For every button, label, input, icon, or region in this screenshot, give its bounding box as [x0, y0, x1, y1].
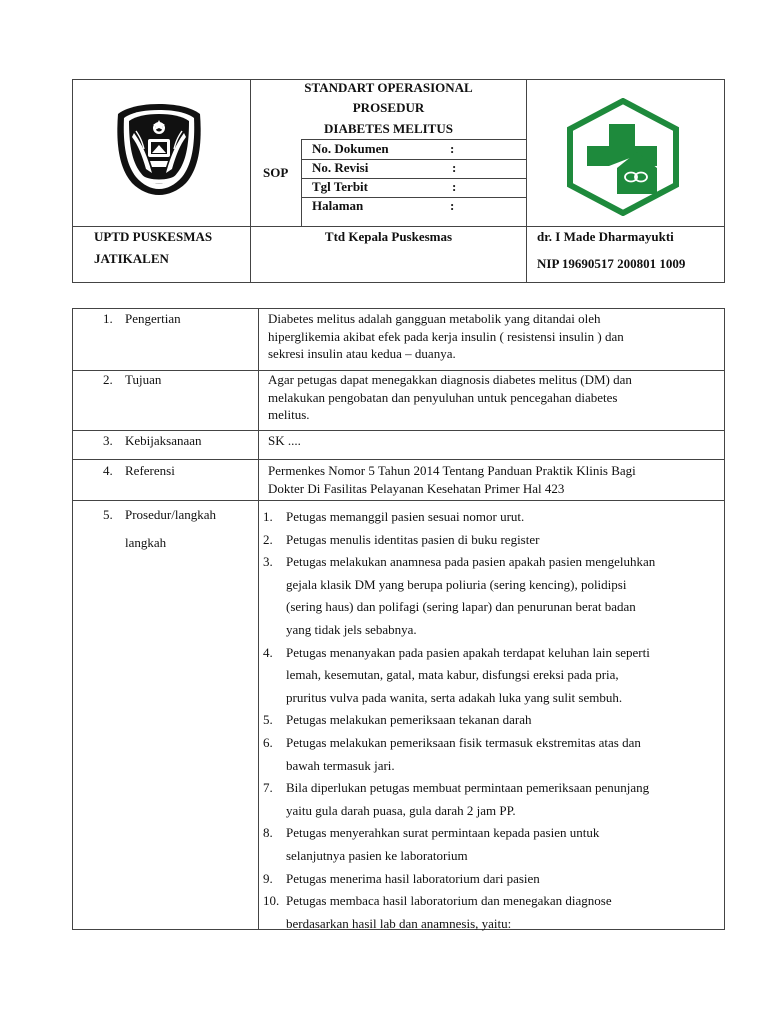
step-line: bawah termasuk jari.	[286, 757, 395, 773]
procedure-steps	[263, 506, 719, 935]
step-line: Bila diperlukan petugas membuat permintaan pemeriksaan penunjang	[286, 780, 650, 796]
step-number: 9.	[263, 870, 273, 886]
procedure-step	[263, 709, 719, 732]
step-line: Petugas memanggil pasien sesuai nomor urut.	[286, 509, 525, 524]
body-line: Diabetes melitus adalah gangguan metabolik yang ditandai oleh	[268, 311, 601, 326]
step-line: gejala klasik DM yang berupa poliuria (sering kencing), polidipsi	[286, 576, 627, 592]
procedure-step	[263, 551, 719, 641]
sop-title	[251, 80, 526, 136]
procedure-step	[263, 868, 719, 891]
step-number: 7.	[263, 780, 273, 796]
step-line: Petugas melakukan pemeriksaan tekanan darah	[286, 712, 532, 728]
regional-government-emblem	[112, 101, 206, 197]
signer-nip: NIP 19690517 200801 1009	[537, 256, 686, 271]
procedure-step	[263, 529, 719, 552]
step-line: Petugas melakukan anamnesa pada pasien apakah pasien mengeluhkan	[286, 554, 656, 570]
procedure-step	[263, 822, 719, 867]
step-line: pruritus vulva pada wanita, serta adakah luka yang sulit sembuh.	[286, 689, 623, 705]
section-title-pengertian: Pengertian	[125, 311, 181, 326]
step-line: Petugas menyerahkan surat permintaan kepada pasien untuk	[286, 825, 600, 841]
step-line: Petugas menulis identitas pasien di buku register	[286, 531, 540, 547]
section-number: 5.	[103, 507, 113, 522]
field-halaman-value: :	[450, 198, 455, 213]
signer-name: dr. I Made Dharmayukti	[537, 229, 674, 244]
step-number: 3.	[263, 554, 273, 570]
field-no-revisi-label: No. Revisi	[312, 160, 369, 175]
step-number: 8.	[263, 825, 273, 841]
body-line: sekresi insulin atau kedua – duanya.	[268, 346, 456, 361]
sop-label: SOP	[263, 165, 289, 180]
step-line: selanjutnya pasien ke laboratorium	[286, 847, 468, 863]
field-halaman-label: Halaman	[312, 198, 364, 213]
sop-title-line: STANDART OPERASIONAL	[304, 80, 473, 95]
step-line: Petugas melakukan pemeriksaan fisik termasuk ekstremitas atas dan	[286, 734, 641, 750]
section-number: 1.	[103, 311, 113, 326]
field-tgl-terbit-value: :	[452, 179, 457, 194]
body-line: Dokter Di Fasilitas Pelayanan Kesehatan Primer Hal 423	[268, 480, 565, 496]
section-number: 2.	[103, 372, 113, 387]
step-line: (sering haus) dan polifagi (sering lapar) dan penurunan berat badan	[286, 599, 636, 615]
procedure-step	[263, 890, 719, 935]
section-number: 3.	[103, 433, 113, 448]
step-number: 5.	[263, 712, 273, 728]
step-line: lemah, kesemutan, gatal, mata kabur, disfungsi ereksi pada pria,	[286, 667, 619, 683]
body-line: Agar petugas dapat menegakkan diagnosis diabetes melitus (DM) dan	[268, 372, 632, 387]
section-title-tujuan: Tujuan	[125, 372, 162, 387]
section-number: 4.	[103, 463, 113, 478]
body-line: melakukan pengobatan dan penyuluhan untuk pencegahan diabetes	[268, 389, 618, 405]
body-line: melitus.	[268, 407, 310, 422]
puskesmas-logo	[565, 98, 681, 216]
step-number: 2.	[263, 531, 273, 547]
section-body-tujuan	[268, 371, 720, 424]
step-number: 6.	[263, 734, 273, 750]
sop-title-line: DIABETES MELITUS	[324, 121, 453, 136]
section-title-prosedur-cont: langkah	[125, 535, 167, 550]
step-number: 1.	[263, 509, 273, 524]
field-no-dokumen-label: No. Dokumen	[312, 141, 389, 156]
procedure-step	[263, 642, 719, 710]
org-name-line1: UPTD PUSKESMAS	[94, 229, 213, 244]
body-line: hiperglikemia akibat efek pada kerja insulin ( resistensi insulin ) dan	[268, 328, 624, 344]
section-body-pengertian	[268, 310, 720, 363]
step-line: berdasarkan hasil lab dan anamnesis, yaitu:	[286, 915, 512, 931]
body-line: Permenkes Nomor 5 Tahun 2014 Tentang Panduan Praktik Klinis Bagi	[268, 463, 636, 478]
procedure-step	[263, 777, 719, 822]
step-line: yang tidak jels sebabnya.	[286, 621, 417, 637]
step-number: 4.	[263, 644, 273, 660]
section-title-kebijaksanaan: Kebijaksanaan	[125, 433, 202, 448]
step-line: Petugas membaca hasil laboratorium dan menegakan diagnose	[286, 893, 612, 909]
section-title-referensi: Referensi	[125, 463, 175, 478]
signature-label: Ttd Kepala Puskesmas	[324, 229, 453, 244]
field-no-revisi-value: :	[452, 160, 457, 175]
step-line: yaitu gula darah puasa, gula darah 2 jam PP.	[286, 802, 516, 818]
sop-title-line: PROSEDUR	[352, 100, 425, 115]
section-body-referensi	[268, 462, 720, 497]
field-no-dokumen-value: :	[450, 141, 455, 156]
body-line: SK ....	[268, 433, 301, 448]
org-name-line2: JATIKALEN	[94, 251, 169, 266]
procedure-step	[263, 506, 719, 529]
field-tgl-terbit-label: Tgl Terbit	[312, 179, 368, 194]
step-number: 10.	[263, 893, 280, 909]
step-line: Petugas menerima hasil laboratorium dari pasien	[286, 870, 540, 886]
step-line: Petugas menanyakan pada pasien apakah terdapat keluhan lain seperti	[286, 644, 650, 660]
procedure-step	[263, 732, 719, 777]
section-title-prosedur: Prosedur/langkah	[125, 507, 216, 522]
section-body-kebijaksanaan	[268, 432, 720, 450]
